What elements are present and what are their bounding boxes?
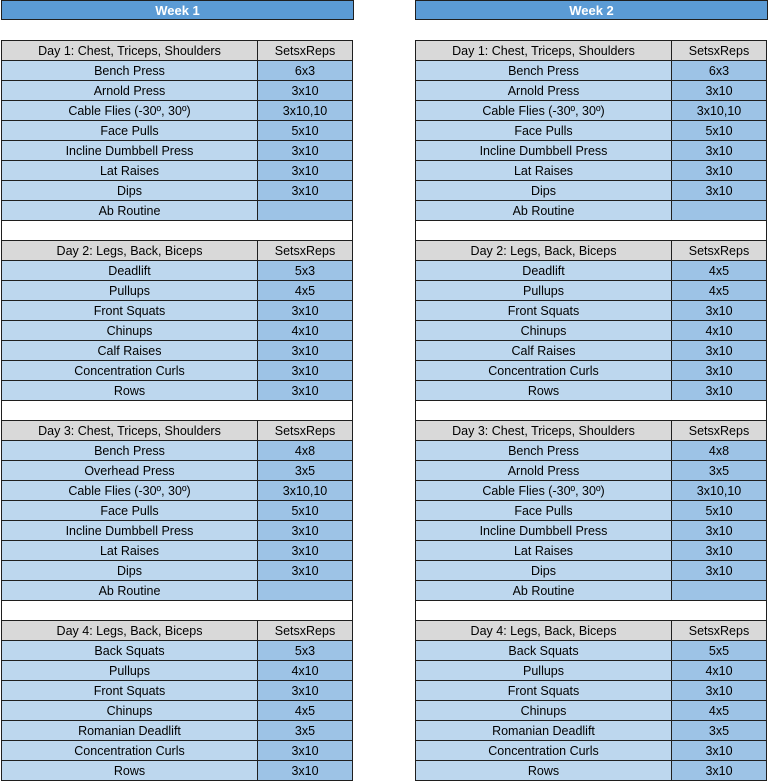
day-title-cell[interactable]: Day 2: Legs, Back, Biceps [416,241,672,261]
sets-reps-cell[interactable]: 4x10 [258,321,353,341]
exercise-row [2,501,353,521]
sets-reps-cell[interactable] [258,581,353,601]
spacer-row [416,401,767,421]
sets-reps-cell[interactable]: 3x5 [258,461,353,481]
sets-reps-cell[interactable]: 4x10 [672,321,767,341]
sets-reps-cell[interactable]: 4x10 [258,661,353,681]
exercise-row [2,341,353,361]
sets-reps-cell[interactable]: 3x10 [258,161,353,181]
exercise-cell[interactable]: Rows [416,381,672,401]
exercise-cell[interactable]: Bench Press [2,441,258,461]
exercise-cell[interactable]: Rows [2,761,258,781]
exercise-row [2,541,353,561]
sets-reps-cell[interactable]: 3x10 [258,521,353,541]
exercise-cell[interactable]: Face Pulls [2,121,258,141]
sets-reps-cell[interactable]: 3x10 [258,81,353,101]
day-title-cell[interactable]: Day 3: Chest, Triceps, Shoulders [2,421,258,441]
exercise-row [416,521,767,541]
sets-reps-cell[interactable]: 3x10 [258,301,353,321]
week-2-table [415,40,767,781]
sets-reps-cell[interactable]: 3x10 [672,161,767,181]
sets-reps-cell[interactable]: 5x3 [258,641,353,661]
sets-reps-cell[interactable]: 4x10 [672,661,767,681]
day-header-row [416,241,767,261]
sets-reps-cell[interactable]: 3x10 [258,761,353,781]
exercise-cell[interactable]: Lat Raises [416,161,672,181]
exercise-cell[interactable]: Incline Dumbbell Press [2,141,258,161]
exercise-row [2,141,353,161]
exercise-cell[interactable]: Lat Raises [2,541,258,561]
sets-reps-cell[interactable]: 3x10,10 [258,101,353,121]
exercise-cell[interactable]: Arnold Press [416,81,672,101]
exercise-row [416,381,767,401]
exercise-row [416,361,767,381]
exercise-cell[interactable]: Dips [416,181,672,201]
sets-reps-cell[interactable]: 3x10,10 [672,481,767,501]
sets-reps-cell[interactable]: 5x5 [672,641,767,661]
exercise-row [416,481,767,501]
sets-reps-cell[interactable]: 3x10 [672,181,767,201]
sets-reps-cell[interactable]: 3x5 [258,721,353,741]
exercise-cell[interactable]: Deadlift [2,261,258,281]
exercise-cell[interactable]: Calf Raises [2,341,258,361]
exercise-row [416,201,767,221]
exercise-cell[interactable]: Back Squats [2,641,258,661]
spacer-row [416,601,767,621]
sets-reps-cell[interactable]: 3x10 [258,341,353,361]
exercise-cell[interactable]: Dips [2,181,258,201]
exercise-row [416,561,767,581]
exercise-cell[interactable]: Lat Raises [2,161,258,181]
sets-reps-cell[interactable]: 3x10 [672,141,767,161]
exercise-cell[interactable]: Cable Flies (-30º, 30º) [2,101,258,121]
sets-reps-cell[interactable]: 5x10 [672,501,767,521]
spacer-row [2,401,353,421]
sets-reps-header-cell[interactable]: SetsxReps [258,41,353,61]
exercise-row [2,121,353,141]
sets-reps-cell[interactable]: 5x3 [258,261,353,281]
sets-reps-header-cell[interactable]: SetsxReps [258,241,353,261]
day-header-row [2,621,353,641]
exercise-row [416,341,767,361]
sets-reps-cell[interactable]: 3x10,10 [672,101,767,121]
exercise-row [2,381,353,401]
exercise-cell[interactable]: Concentration Curls [416,361,672,381]
exercise-cell[interactable]: Incline Dumbbell Press [2,521,258,541]
exercise-row [2,441,353,461]
sets-reps-cell[interactable]: 3x10 [672,81,767,101]
exercise-row [2,161,353,181]
exercise-row [2,201,353,221]
sets-reps-cell[interactable]: 3x10 [258,541,353,561]
exercise-row [416,161,767,181]
exercise-row [416,461,767,481]
sets-reps-cell[interactable]: 3x10 [258,141,353,161]
exercise-row [2,181,353,201]
sets-reps-cell[interactable]: 3x10 [672,521,767,541]
sets-reps-cell[interactable]: 4x5 [672,281,767,301]
spacer-row [416,221,767,241]
exercise-cell[interactable]: Concentration Curls [416,741,672,761]
exercise-row [416,81,767,101]
sets-reps-cell[interactable]: 3x10 [672,741,767,761]
day-title-cell[interactable]: Day 3: Chest, Triceps, Shoulders [416,421,672,441]
exercise-row [2,301,353,321]
day-header-row [2,421,353,441]
spacer-cell[interactable] [2,601,353,621]
sets-reps-cell[interactable]: 3x5 [672,461,767,481]
day-title-cell[interactable]: Day 2: Legs, Back, Biceps [2,241,258,261]
sets-reps-header-cell[interactable]: SetsxReps [258,421,353,441]
sets-reps-header-cell[interactable]: SetsxReps [672,421,767,441]
exercise-cell[interactable]: Face Pulls [416,121,672,141]
sets-reps-cell[interactable]: 4x5 [258,701,353,721]
exercise-row [2,681,353,701]
exercise-cell[interactable]: Front Squats [416,681,672,701]
exercise-row [416,681,767,701]
exercise-row [416,141,767,161]
exercise-cell[interactable]: Cable Flies (-30º, 30º) [416,101,672,121]
exercise-cell[interactable]: Front Squats [2,681,258,701]
exercise-cell[interactable]: Deadlift [416,261,672,281]
exercise-cell[interactable]: Pullups [2,661,258,681]
exercise-row [416,761,767,781]
sets-reps-cell[interactable] [672,201,767,221]
exercise-cell[interactable]: Overhead Press [2,461,258,481]
sets-reps-cell[interactable]: 4x5 [672,261,767,281]
exercise-cell[interactable]: Front Squats [416,301,672,321]
exercise-cell[interactable]: Pullups [2,281,258,301]
spacer-cell[interactable] [416,601,767,621]
sets-reps-cell[interactable]: 3x10 [672,541,767,561]
sets-reps-cell[interactable]: 3x10 [672,301,767,321]
day-header-row [416,621,767,641]
exercise-row [2,281,353,301]
exercise-row [2,521,353,541]
week-2-column [415,0,768,778]
sets-reps-cell[interactable]: 3x5 [672,721,767,741]
sets-reps-cell[interactable]: 4x5 [672,701,767,721]
sets-reps-cell[interactable]: 3x10 [258,181,353,201]
exercise-row [416,741,767,761]
exercise-row [416,661,767,681]
exercise-row [2,661,353,681]
spacer-row [2,221,353,241]
exercise-row [416,121,767,141]
spacer-cell[interactable] [416,221,767,241]
exercise-row [2,461,353,481]
sets-reps-cell[interactable] [258,201,353,221]
spacer-cell[interactable] [2,401,353,421]
sets-reps-cell[interactable]: 3x10 [672,341,767,361]
exercise-row [416,61,767,81]
exercise-row [2,261,353,281]
sets-reps-cell[interactable]: 3x10 [258,561,353,581]
exercise-row [416,641,767,661]
exercise-cell[interactable]: Cable Flies (-30º, 30º) [416,481,672,501]
exercise-cell[interactable]: Front Squats [2,301,258,321]
exercise-row [2,701,353,721]
exercise-cell[interactable]: Ab Routine [2,201,258,221]
exercise-row [416,301,767,321]
exercise-row [416,541,767,561]
exercise-row [2,561,353,581]
sets-reps-cell[interactable]: 3x10 [672,381,767,401]
sets-reps-header-cell[interactable]: SetsxReps [672,241,767,261]
sets-reps-cell[interactable]: 3x10 [672,761,767,781]
exercise-row [2,481,353,501]
sets-reps-cell[interactable]: 3x10,10 [258,481,353,501]
exercise-cell[interactable]: Rows [2,381,258,401]
exercise-cell[interactable]: Arnold Press [416,461,672,481]
day-title-cell[interactable]: Day 1: Chest, Triceps, Shoulders [416,41,672,61]
exercise-cell[interactable]: Ab Routine [416,581,672,601]
exercise-row [416,321,767,341]
day-header-row [416,41,767,61]
sets-reps-cell[interactable]: 3x10 [672,361,767,381]
exercise-cell[interactable]: Face Pulls [416,501,672,521]
sets-reps-cell[interactable] [672,581,767,601]
exercise-row [2,321,353,341]
sets-reps-cell[interactable]: 3x10 [672,561,767,581]
exercise-row [416,701,767,721]
week-1-column [0,0,354,778]
exercise-row [416,721,767,741]
day-title-cell[interactable]: Day 1: Chest, Triceps, Shoulders [2,41,258,61]
sets-reps-cell[interactable]: 6x3 [672,61,767,81]
exercise-row [2,581,353,601]
exercise-row [2,721,353,741]
exercise-row [2,741,353,761]
sets-reps-cell[interactable]: 3x10 [672,681,767,701]
sets-reps-cell[interactable]: 4x5 [258,281,353,301]
exercise-row [2,641,353,661]
exercise-cell[interactable]: Back Squats [416,641,672,661]
exercise-cell[interactable]: Pullups [416,661,672,681]
spacer-row [2,601,353,621]
exercise-row [2,361,353,381]
exercise-cell[interactable]: Arnold Press [2,81,258,101]
exercise-cell[interactable]: Rows [416,761,672,781]
exercise-cell[interactable]: Incline Dumbbell Press [416,521,672,541]
exercise-row [416,261,767,281]
day-header-row [2,41,353,61]
exercise-cell[interactable]: Bench Press [416,61,672,81]
day-title-cell[interactable]: Day 4: Legs, Back, Biceps [416,621,672,641]
spacer-cell[interactable] [416,401,767,421]
exercise-row [416,501,767,521]
exercise-row [416,101,767,121]
sets-reps-cell[interactable]: 5x10 [258,501,353,521]
sets-reps-header-cell[interactable]: SetsxReps [672,621,767,641]
exercise-cell[interactable]: Ab Routine [416,201,672,221]
exercise-row [2,101,353,121]
exercise-cell[interactable]: Chinups [2,321,258,341]
exercise-cell[interactable]: Romanian Deadlift [2,721,258,741]
exercise-cell[interactable]: Incline Dumbbell Press [416,141,672,161]
sets-reps-header-cell[interactable]: SetsxReps [258,621,353,641]
exercise-cell[interactable]: Calf Raises [416,341,672,361]
exercise-cell[interactable]: Pullups [416,281,672,301]
week-2-header[interactable]: Week 2 [415,0,768,20]
exercise-cell[interactable]: Ab Routine [2,581,258,601]
exercise-cell[interactable]: Concentration Curls [2,741,258,761]
sets-reps-cell[interactable]: 3x10 [258,361,353,381]
exercise-cell[interactable]: Romanian Deadlift [416,721,672,741]
exercise-row [416,441,767,461]
day-header-row [416,421,767,441]
exercise-cell[interactable]: Face Pulls [2,501,258,521]
exercise-row [416,181,767,201]
sets-reps-cell[interactable]: 3x10 [258,681,353,701]
sets-reps-cell[interactable]: 4x8 [672,441,767,461]
sets-reps-cell[interactable]: 3x10 [258,741,353,761]
sets-reps-cell[interactable]: 5x10 [258,121,353,141]
spacer-cell[interactable] [2,221,353,241]
exercise-row [416,281,767,301]
day-title-cell[interactable]: Day 4: Legs, Back, Biceps [2,621,258,641]
sets-reps-header-cell[interactable]: SetsxReps [672,41,767,61]
exercise-cell[interactable]: Chinups [416,321,672,341]
exercise-row [2,761,353,781]
sets-reps-cell[interactable]: 5x10 [672,121,767,141]
sets-reps-cell[interactable]: 3x10 [258,381,353,401]
exercise-cell[interactable]: Lat Raises [416,541,672,561]
exercise-cell[interactable]: Chinups [416,701,672,721]
exercise-cell[interactable]: Chinups [2,701,258,721]
week-1-table [1,40,353,781]
week-1-header[interactable]: Week 1 [1,0,354,20]
exercise-cell[interactable]: Bench Press [2,61,258,81]
exercise-row [2,81,353,101]
exercise-cell[interactable]: Bench Press [416,441,672,461]
exercise-cell[interactable]: Dips [2,561,258,581]
exercise-cell[interactable]: Concentration Curls [2,361,258,381]
exercise-cell[interactable]: Dips [416,561,672,581]
sets-reps-cell[interactable]: 6x3 [258,61,353,81]
exercise-row [416,581,767,601]
sets-reps-cell[interactable]: 4x8 [258,441,353,461]
day-header-row [2,241,353,261]
exercise-cell[interactable]: Cable Flies (-30º, 30º) [2,481,258,501]
exercise-row [2,61,353,81]
